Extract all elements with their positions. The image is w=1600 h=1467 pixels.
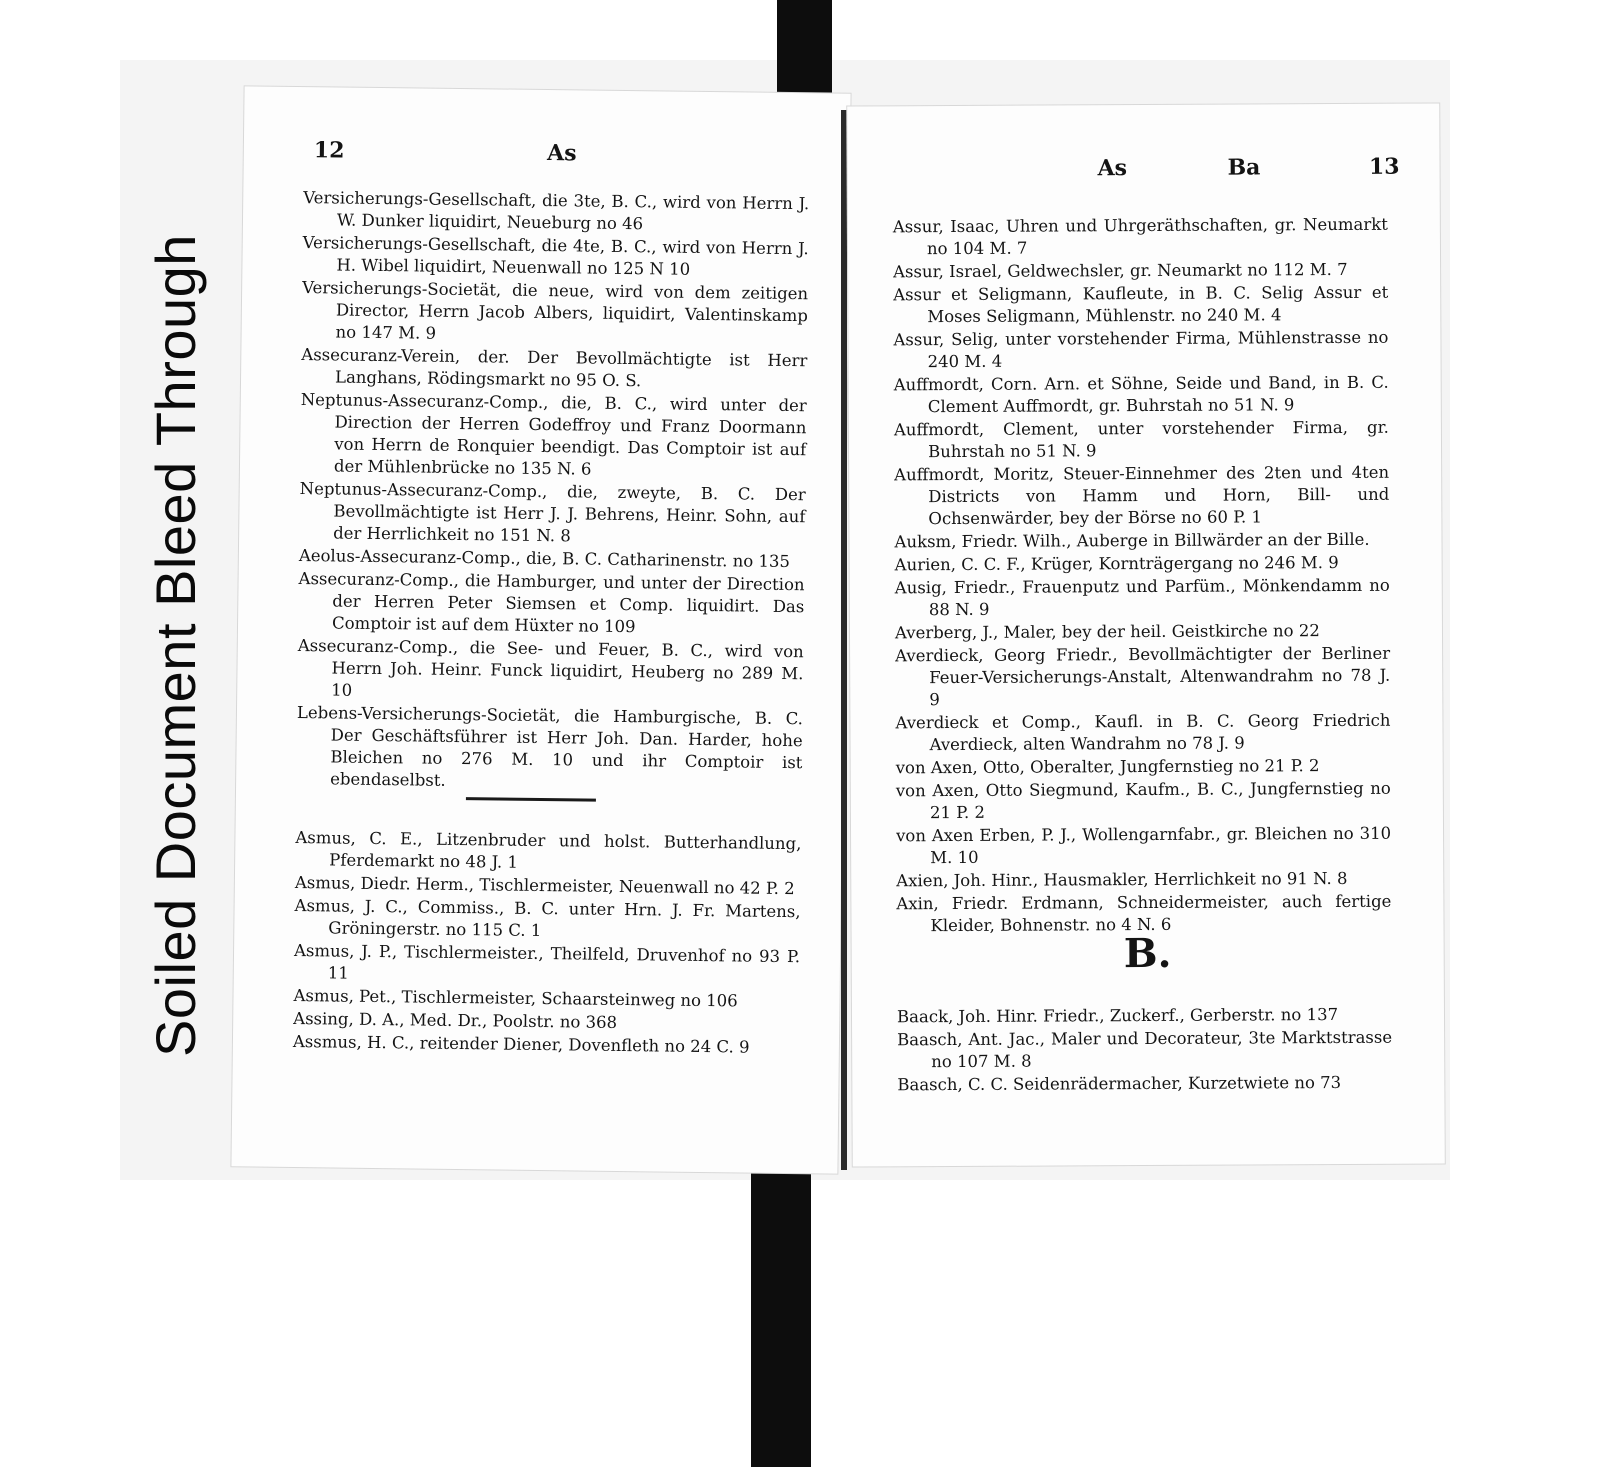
left-page	[231, 86, 850, 1173]
list-item: von Axen, Otto, Oberalter, Jungfernstieg no 21 P. 2	[895, 756, 1320, 778]
list-item: Assur, Isaac, Uhren und Uhrgeräthschaften, gr. Neumarkt no 104 M. 7	[892, 214, 1388, 259]
right-entries-b	[897, 1004, 1392, 1098]
list-item: Assecuranz-Comp., die See- und Feuer, B. C., wird von Herrn Joh. Heinr. Funck liquidirt, Heuberg no 289 M. 10	[297, 636, 804, 700]
list-item: Assur, Israel, Geldwechsler, gr. Neumarkt no 112 M. 7	[893, 259, 1348, 282]
right-page-number: 13	[1368, 153, 1400, 180]
list-item: Versicherungs-Societät, die neue, wird von dem zeitigen Director, Herrn Jacob Albers, liquidirt, Valentinskamp no 147 M. 9	[302, 278, 809, 343]
list-item: Asmus, Pet., Tischlermeister, Schaarsteinweg no 106	[293, 986, 738, 1011]
left-entries-b	[293, 827, 802, 1060]
list-item: Asmus, C. E., Litzenbruder und holst. Butterhandlung, Pferdemarkt no 48 J. 1	[295, 828, 802, 872]
list-item: Assecuranz-Comp., die Hamburger, und unter der Direction der Herren Peter Siemsen et Comp. liquidirt. Das Comptoir ist auf dem Hüxter no 109	[298, 569, 805, 637]
list-item: Assing, D. A., Med. Dr., Poolstr. no 368	[293, 1009, 618, 1032]
list-item: von Axen, Otto Siegmund, Kaufm., B. C., Jungfernstieg no 21 P. 2	[895, 778, 1391, 823]
section-divider	[466, 797, 596, 802]
left-entries-a	[296, 187, 809, 797]
list-item: Auksm, Friedr. Wilh., Auberge in Billwärder an der Bille.	[894, 529, 1370, 552]
list-item: Auffmordt, Corn. Arn. et Söhne, Seide und Band, in B. C. Clement Auffmordt, gr. Buhrstah no 51 N. 9	[893, 372, 1389, 417]
right-entries-a	[893, 214, 1392, 939]
left-page-number: 12	[313, 137, 345, 164]
section-letter-heading: B.	[1123, 929, 1172, 978]
side-label	[140, 140, 210, 1150]
list-item: Baasch, C. C. Seidenrädermacher, Kurzetwiete no 73	[897, 1072, 1342, 1095]
list-item: Axien, Joh. Hinr., Hausmakler, Herrlichkeit no 91 N. 8	[896, 868, 1348, 891]
list-item: Averdieck, Georg Friedr., Bevollmächtigter der Berliner Feuer-Versicherungs-Anstalt, Altenwandrahm no 78 J. 9	[895, 643, 1391, 710]
right-page	[847, 103, 1445, 1166]
list-item: Ausig, Friedr., Frauenputz und Parfüm., Mönkendamm no 88 N. 9	[894, 575, 1390, 620]
list-item: Neptunus-Assecuranz-Comp., die, zweyte, B. C. Der Bevollmächtigte ist Herr J. J. Behrens, Heinr. Sohn, auf der Herrlichkeit no 151 N. 8	[299, 479, 806, 546]
list-item: Asmus, J. C., Commiss., B. C. unter Hrn. J. Fr. Martens, Gröningerstr. no 115 C. 1	[294, 896, 801, 941]
list-item: Baasch, Ant. Jac., Maler und Decorateur, 3te Marktstrasse no 107 M. 8	[897, 1027, 1393, 1072]
list-item: Assur et Seligmann, Kaufleute, in B. C. Selig Assur et Moses Seligmann, Mühlenstr. no 240 M. 4	[893, 282, 1389, 327]
binding-tape-bottom	[751, 1160, 811, 1467]
side-label-text: Soiled Document Bleed Through	[143, 233, 207, 1057]
list-item: Assmus, H. C., reitender Diener, Dovenfleth no 24 C. 9	[292, 1032, 750, 1057]
left-running-head	[314, 137, 810, 173]
list-item: Averberg, J., Maler, bey der heil. Geistkirche no 22	[894, 621, 1320, 643]
book-gutter	[841, 110, 847, 1170]
list-item: Neptunus-Assecuranz-Comp., die, B. C., wird unter der Direction der Herren Godeffroy und Franz Doormann von Herrn de Ronquier beendigt. Das Comptoir ist auf der Mühlenbrücke no 135 N. 6	[300, 390, 807, 479]
list-item: Auffmordt, Moritz, Steuer-Einnehmer des 2ten und 4ten Districts von Hamm und Horn, Bill- und Ochsenwärder, bey der Börse no 60 P. 1	[894, 462, 1390, 529]
list-item: Auffmordt, Clement, unter vorstehender Firma, gr. Buhrstah no 51 N. 9	[893, 417, 1389, 462]
list-item: von Axen Erben, P. J., Wollengarnfabr., gr. Bleichen no 310 M. 10	[895, 823, 1392, 868]
left-page-header: As	[546, 140, 577, 167]
list-item: Assecuranz-Verein, der. Der Bevollmächtigte ist Herr Langhans, Rödingsmarkt no 95 O. S.	[301, 345, 808, 391]
list-item: Versicherungs-Gesellschaft, die 3te, B. C., wird von Herrn J. W. Dunker liquidirt, Neueburg no 46	[303, 188, 810, 234]
list-item: Asmus, J. P., Tischlermeister., Theilfeld, Druvenhof no 93 P. 11	[293, 941, 801, 983]
list-item: Axin, Friedr. Erdmann, Schneidermeister, auch fertige Kleider, Bohnenstr. no 4 N. 6	[896, 891, 1392, 936]
list-item: Assur, Selig, unter vorstehender Firma, Mühlenstrasse no 240 M. 4	[893, 327, 1389, 372]
right-page-header-right: Ba	[1227, 154, 1261, 181]
right-running-head	[917, 154, 1399, 187]
list-item: Aeolus-Assecuranz-Comp., die, B. C. Catharinenstr. no 135	[298, 546, 791, 572]
right-page-header-left: As	[1097, 155, 1128, 182]
list-item: Versicherungs-Gesellschaft, die 4te, B. C., wird von Herrn J. H. Wibel liquidirt, Neuenwall no 125 N 10	[302, 233, 809, 279]
list-item: Aurien, C. C. F., Krüger, Kornträgergang no 246 M. 9	[894, 552, 1339, 575]
list-item: Asmus, Diedr. Herm., Tischlermeister, Neuenwall no 42 P. 2	[294, 873, 795, 899]
list-item: Baack, Joh. Hinr. Friedr., Zuckerf., Gerberstr. no 137	[896, 1004, 1339, 1027]
list-item: Averdieck et Comp., Kaufl. in B. C. Georg Friedrich Averdieck, alten Wandrahm no 78 J. 9	[895, 710, 1391, 755]
list-item: Lebens-Versicherungs-Societät, die Hamburgische, B. C. Der Geschäftsführer ist Herr Joh. Dan. Harder, hohe Bleichen no 276 M. 10 und ihr Comptoir ist ebendaselbst.	[296, 703, 804, 790]
